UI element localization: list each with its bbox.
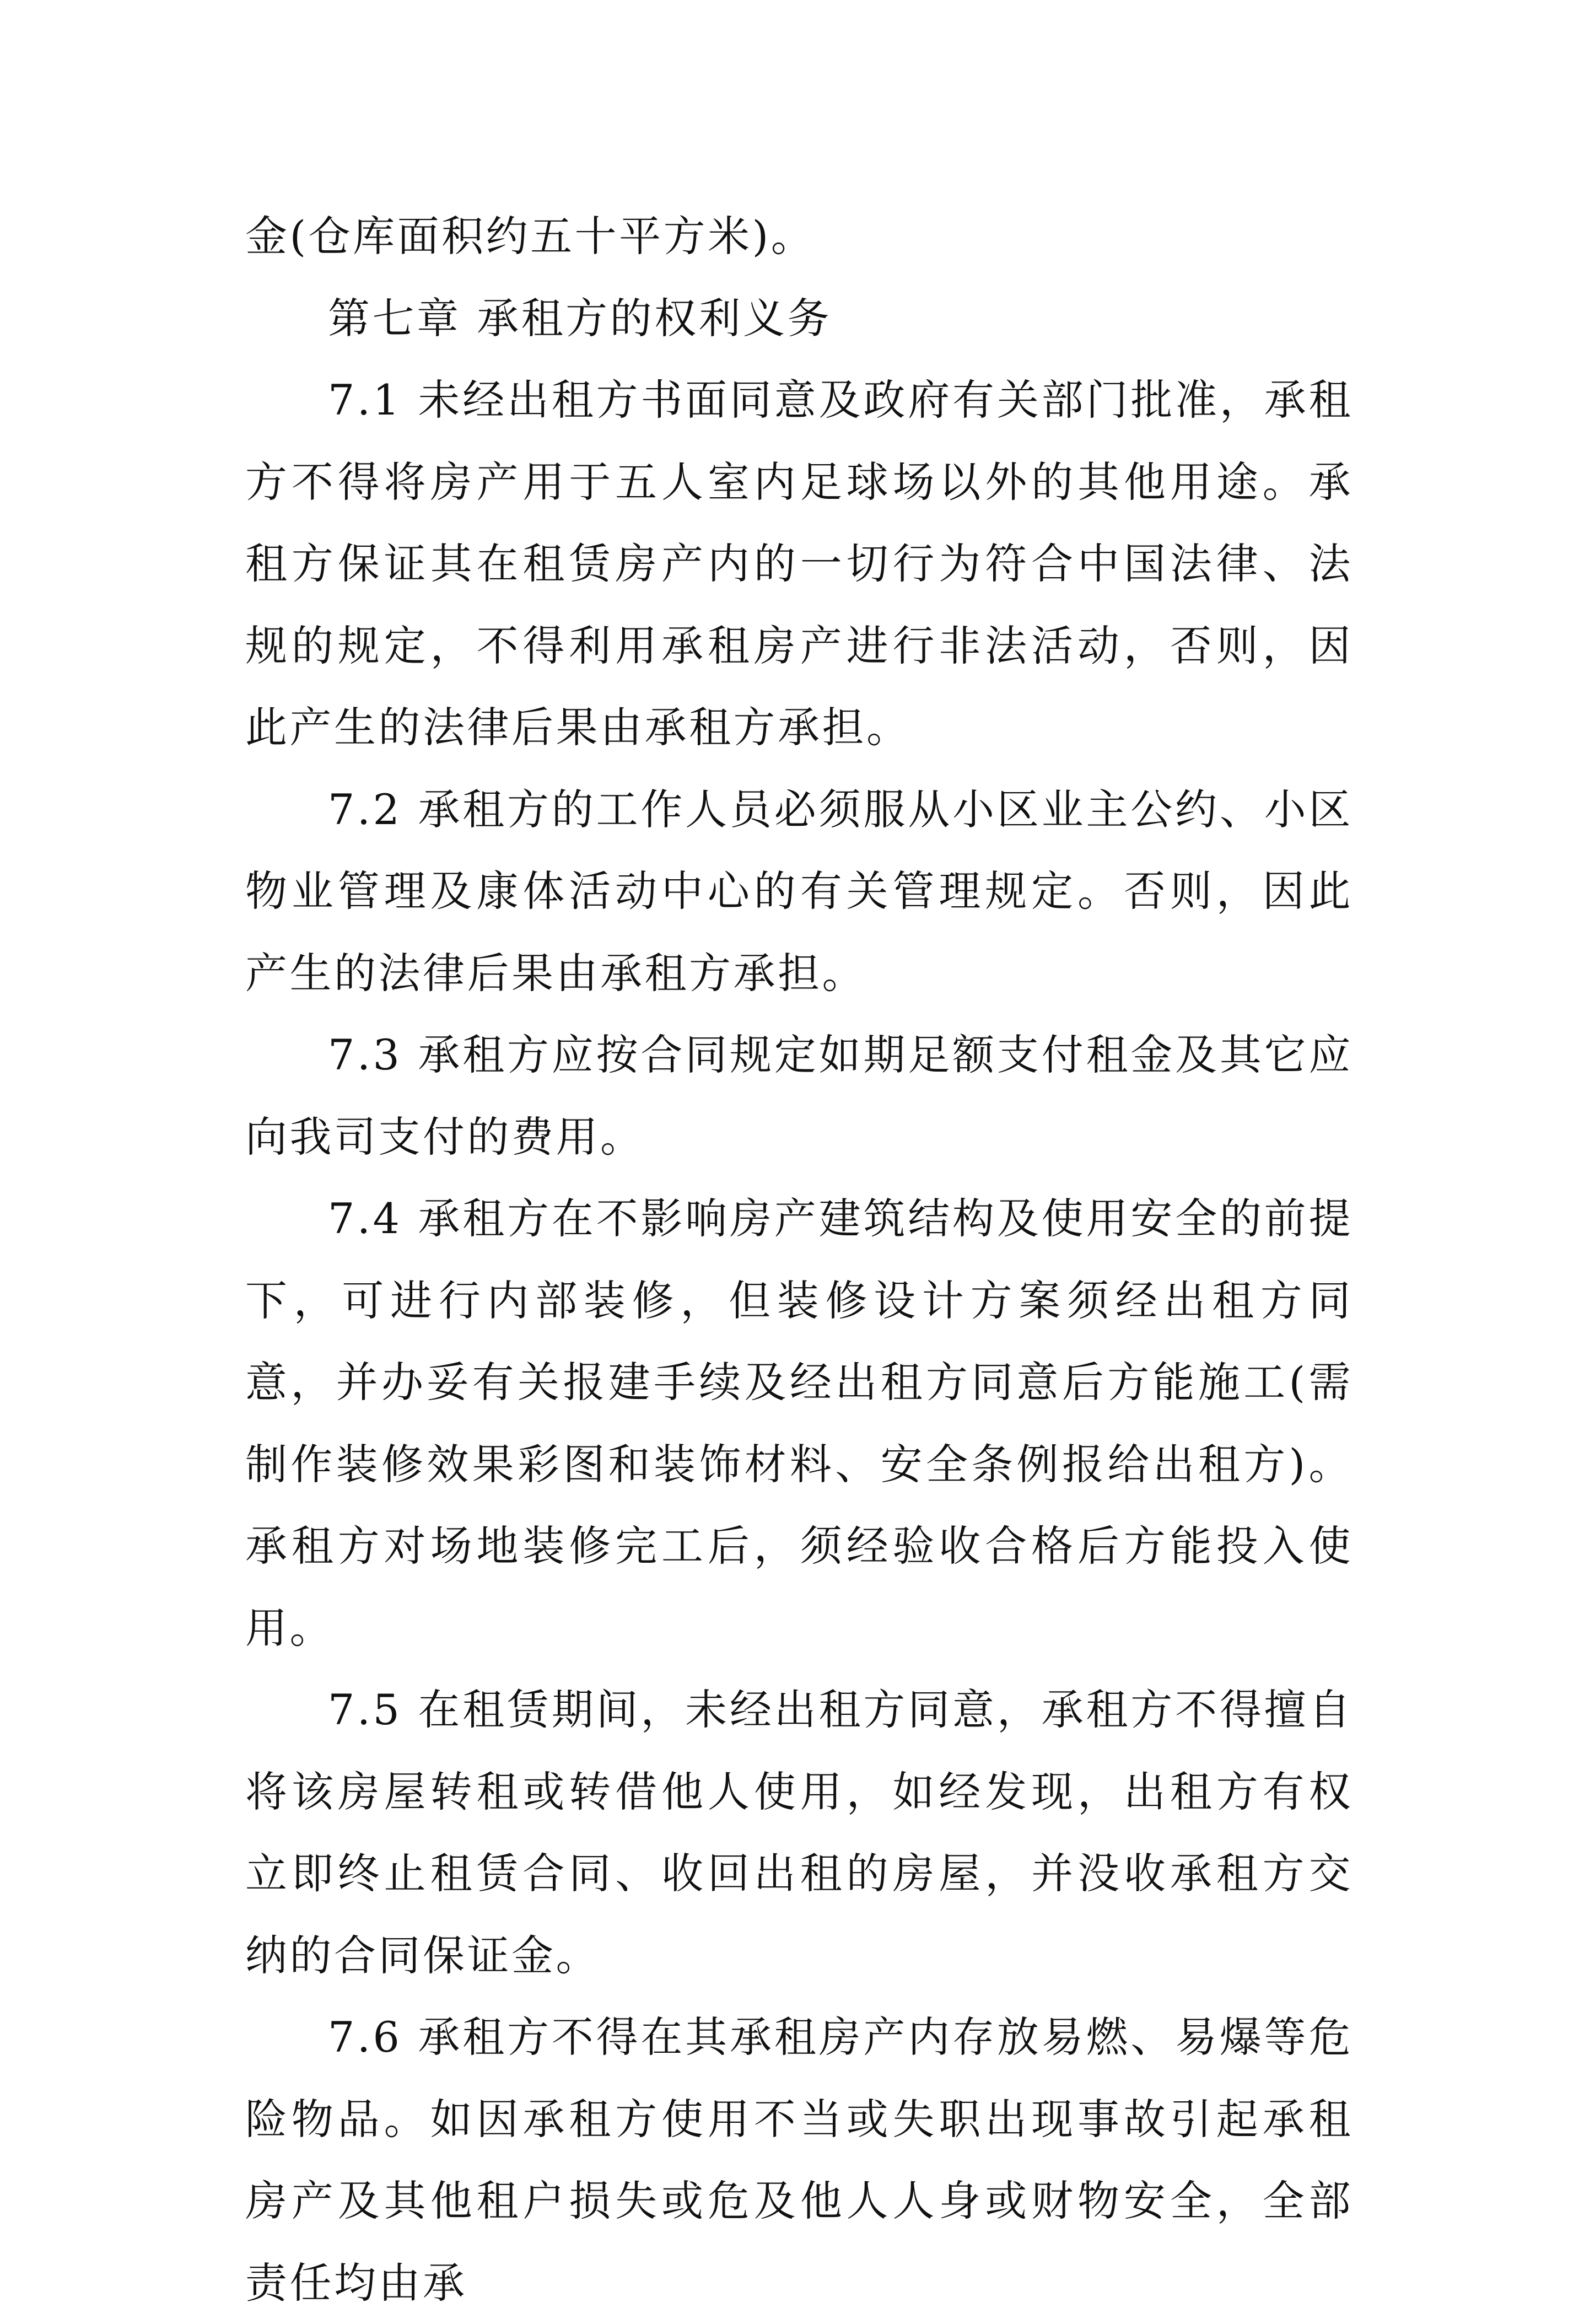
clause-7-5: 7.5 在租赁期间，未经出租方同意，承租方不得擅自将该房屋转租或转借他人使用，如经发现，出租方有权立即终止租赁合同、收回出租的房屋，并没收承租方交纳的合同保证金。 [245, 1685, 1353, 1980]
clause-7-2: 7.2 承租方的工作人员必须服从小区业主公约、小区物业管理及康体活动中心的有关管理规定。否则，因此产生的法律后果由承租方承担。 [245, 784, 1353, 998]
clause-7-4: 7.4 承租方在不影响房产建筑结构及使用安全的前提下，可进行内部装修，但装修设计方案须经出租方同意，并办妥有关报建手续及经出租方同意后方能施工(需制作装修效果彩图和装饰材料、安全条例报给出租方)。承租方对场地装修完工后，须经验收合格后方能投入使用。 [245, 1194, 1353, 1653]
clause-7-3: 7.3 承租方应按合同规定如期足额支付租金及其它应向我司支付的费用。 [245, 1030, 1353, 1161]
chapter-heading: 第七章 承租方的权利义务 [328, 293, 832, 343]
document-body [245, 196, 1353, 2324]
continuation-paragraph: 金(仓库面积约五十平方米)。 [245, 212, 816, 261]
clause-7-1: 7.1 未经出租方书面同意及政府有关部门批准，承租方不得将房产用于五人室内足球场以外的其他用途。承租方保证其在租赁房产内的一切行为符合中国法律、法规的规定，不得利用承租房产进行非法活动，否则，因此产生的法律后果由承租方承担。 [245, 375, 1353, 752]
clause-7-6: 7.6 承租方不得在其承租房产内存放易燃、易爆等危险物品。如因承租方使用不当或失职出现事故引起承租房产及其他租户损失或危及他人人身或财物安全，全部责任均由承 [245, 2013, 1353, 2307]
